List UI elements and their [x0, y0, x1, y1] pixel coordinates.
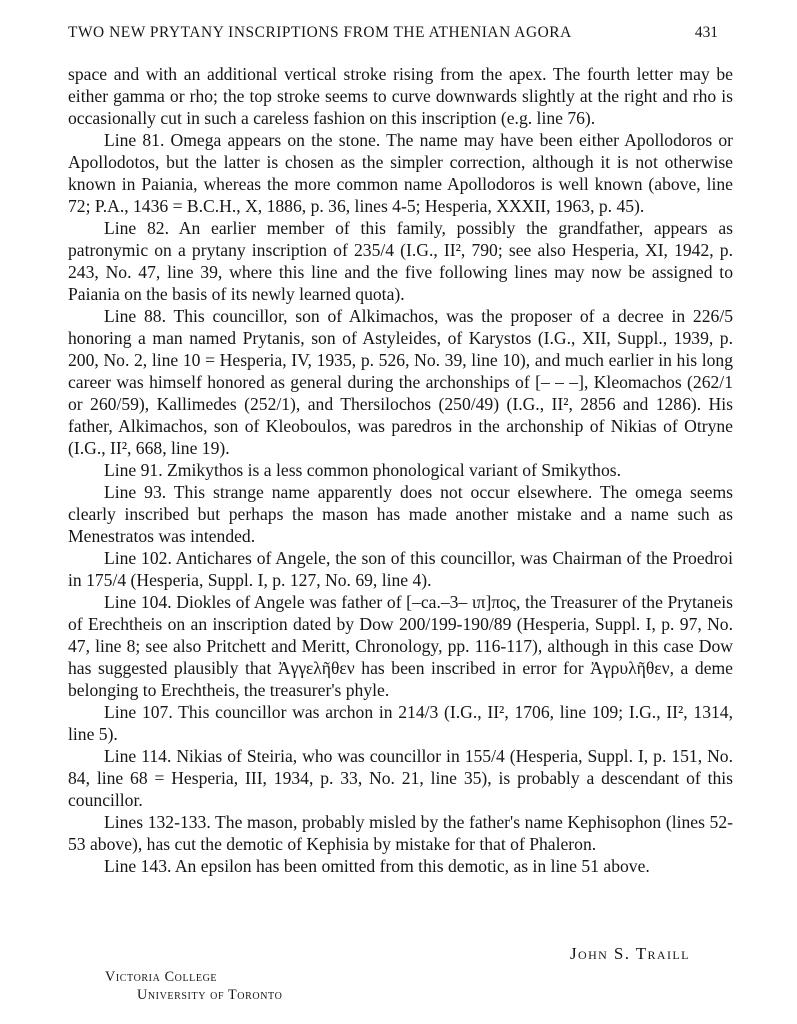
note-line-81: Line 81. Omega appears on the stone. The name may have been either Apollodoros or Apollodotos, but the latter is chosen as the simpler correction, although it is not otherwise known in Paiania, whereas the more common name Apollodoros is well known (above, line 72; P.A., 1436 = B.C.H., X, 1886, p. 36, lines 4-5; Hesperia, XXXII, 1963, p. 45). — [68, 130, 733, 216]
note-line-104: Line 104. Diokles of Angele was father of [–ca.–3– ιπ]πος, the Treasurer of the Prytaneis of Erechtheis on an inscription dated by Dow 200/199-190/89 (Hesperia, Suppl. I, p. 97, No. 47, line 8; see also Pritchett and Meritt, Chronology, pp. 116-117), although in this case Dow has suggested plausibly that Ἀγγελῆθεν has been inscribed in error for Ἀγρυλῆθεν, a deme belonging to Erechtheis, the treasurer's phyle. — [68, 592, 733, 700]
note-line-82: Line 82. An earlier member of this family, possibly the grandfather, appears as patronymic on a prytany inscription of 235/4 (I.G., II², 790; see also Hesperia, XI, 1942, p. 243, No. 47, line 39, where this line and the five following lines may now be assigned to Paiania on the basis of its newly learned quota). — [68, 218, 733, 304]
note-lines-132-133: Lines 132-133. The mason, probably misled by the father's name Kephisophon (lines 52-53 above), has cut the demotic of Kephisia by mistake for that of Phaleron. — [68, 812, 733, 854]
note-line-107: Line 107. This councillor was archon in 214/3 (I.G., II², 1706, line 109; I.G., II², 1314, line 5). — [68, 702, 733, 744]
author-affiliation — [105, 968, 282, 1004]
note-line-91: Line 91. Zmikythos is a less common phonological variant of Smikythos. — [104, 460, 622, 480]
note-line-143: Line 143. An epsilon has been omitted from this demotic, as in line 51 above. — [104, 856, 650, 876]
note-line-114: Line 114. Nikias of Steiria, who was councillor in 155/4 (Hesperia, Suppl. I, p. 151, No. 84, line 68 = Hesperia, III, 1934, p. 33, No. 21, line 35), is probably a descendant of this councillor. — [68, 746, 733, 810]
running-header — [68, 24, 718, 42]
body-text — [68, 63, 733, 877]
header-title: TWO NEW PRYTANY INSCRIPTIONS FROM THE ATHENIAN AGORA — [68, 24, 572, 41]
note-line-88: Line 88. This councillor, son of Alkimachos, was the proposer of a decree in 226/5 honoring a man named Prytanis, son of Astyleides, of Karystos (I.G., XII, Suppl., 1939, p. 200, No. 2, line 10 = Hesperia, IV, 1935, p. 526, No. 39, line 10), and much earlier in his long career was himself honored as general during the archonships of [– – –], Kleomachos (262/1 or 260/59), Kallimedes (252/1), and Thersilochos (250/49) (I.G., II², 2856 and 1286). His father, Alkimachos, son of Kleoboulos, was paredros in the archonship of Nikias of Otryne (I.G., II², 668, line 19). — [68, 306, 733, 458]
paragraph-continuation: space and with an additional vertical stroke rising from the apex. The fourth letter may be either gamma or rho; the top stroke seems to curve downwards slightly at the right and rho is occasionally cut in such a careless fashion on this inscription (e.g. line 76). — [68, 64, 733, 128]
affiliation-university: University of Toronto — [137, 987, 283, 1003]
affiliation-college: Victoria College — [105, 969, 218, 985]
page-number: 431 — [694, 24, 718, 41]
author-signature: John S. Traill — [570, 944, 690, 963]
note-line-93: Line 93. This strange name apparently does not occur elsewhere. The omega seems clearly inscribed but perhaps the mason has made another mistake and a name such as Menestratos was intended. — [68, 482, 733, 546]
note-line-102: Line 102. Antichares of Angele, the son of this councillor, was Chairman of the Proedroi in 175/4 (Hesperia, Suppl. I, p. 127, No. 69, line 4). — [68, 548, 733, 590]
